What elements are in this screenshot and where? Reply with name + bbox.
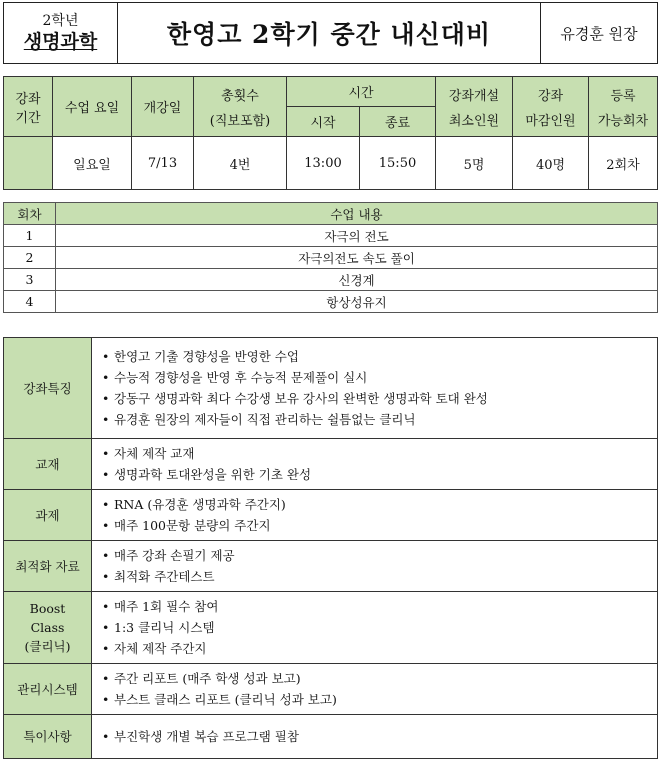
max-enroll-label-2: 마감인원	[525, 113, 576, 129]
value-time-start: 13:00	[287, 137, 360, 190]
header-min-enroll	[436, 77, 513, 137]
sessions-header-no: 회차	[4, 203, 56, 225]
value-start-date: 7/13	[132, 137, 194, 190]
list-item: • 수능적 경향성을 반영 후 수능적 문제풀이 실시	[102, 367, 649, 388]
sessions-header-content: 수업 내용	[56, 203, 658, 225]
feature-content	[92, 715, 658, 759]
list-item: • 부진학생 개별 복습 프로그램 필참	[102, 726, 649, 747]
grade-subject-cell	[4, 3, 118, 64]
header-day: 수업 요일	[53, 77, 132, 137]
session-content: 항상성유지	[56, 291, 658, 313]
list-item: • 부스트 클래스 리포트 (클리닉 성과 보고)	[102, 689, 649, 710]
feature-label: 교재	[4, 439, 92, 490]
list-item: • 자체 제작 주간지	[102, 638, 649, 659]
value-max-enroll: 40명	[513, 137, 589, 190]
session-content: 신경계	[56, 269, 658, 291]
session-no: 4	[4, 291, 56, 313]
list-item: • 강동구 생명과학 최다 수강생 보유 강사의 완벽한 생명과학 토대 완성	[102, 388, 649, 409]
min-enroll-label-2: 최소인원	[448, 113, 500, 129]
feature-label: 관리시스템	[4, 664, 92, 715]
max-enroll-label-1: 강좌	[537, 88, 564, 104]
list-item: • 한영고 기출 경향성을 반영한 수업	[102, 346, 649, 367]
feature-row-management	[4, 664, 658, 715]
table-row	[4, 291, 658, 313]
feature-label: 최적화 자료	[4, 541, 92, 592]
list-item: • 주간 리포트 (매주 학생 성과 보고)	[102, 668, 649, 689]
feature-label: 특이사항	[4, 715, 92, 759]
feature-row-textbook	[4, 439, 658, 490]
header-time-start: 시작	[287, 107, 360, 137]
header-start-date: 개강일	[132, 77, 194, 137]
feature-content	[92, 541, 658, 592]
list-item: • 1:3 클리닉 시스템	[102, 617, 649, 638]
list-item: • 매주 강좌 손필기 제공	[102, 545, 649, 566]
session-no: 1	[4, 225, 56, 247]
feature-content	[92, 338, 658, 439]
feature-row-boost	[4, 592, 658, 664]
page-title: 한영고 2학기 중간 내신대비	[118, 3, 541, 64]
feature-label: Boost Class (클리닉)	[4, 592, 92, 664]
min-enroll-label-1: 강좌개설	[448, 88, 500, 104]
total-sessions-note: (직보포함)	[209, 113, 271, 129]
list-item: • 최적화 주간테스트	[102, 566, 649, 587]
feature-row-course	[4, 338, 658, 439]
grade-label: 2학년	[42, 13, 79, 29]
list-item: • 자체 제작 교재	[102, 443, 649, 464]
reg-label-1: 등록	[610, 88, 636, 104]
feature-row-notes	[4, 715, 658, 759]
header-table	[3, 2, 658, 64]
list-item: • 매주 1회 필수 참여	[102, 596, 649, 617]
value-time-end: 15:50	[360, 137, 436, 190]
table-row	[4, 269, 658, 291]
schedule-section-label: 강좌 기간	[4, 77, 53, 137]
feature-row-materials	[4, 541, 658, 592]
feature-label: 과제	[4, 490, 92, 541]
sessions-table	[3, 202, 658, 313]
header-max-enroll	[513, 77, 589, 137]
header-total-sessions	[194, 77, 287, 137]
session-no: 3	[4, 269, 56, 291]
feature-content	[92, 592, 658, 664]
session-no: 2	[4, 247, 56, 269]
total-sessions-label: 총횟수	[221, 88, 259, 104]
header-registration	[589, 77, 658, 137]
reg-label-2: 가능회차	[597, 113, 649, 129]
value-min-enroll: 5명	[436, 137, 513, 190]
header-time: 시간	[287, 77, 436, 107]
header-time-end: 종료	[360, 107, 436, 137]
teacher-name: 유경훈 원장	[541, 3, 658, 64]
value-day: 일요일	[53, 137, 132, 190]
feature-content	[92, 439, 658, 490]
feature-row-homework	[4, 490, 658, 541]
list-item: • 생명과학 토대완성을 위한 기초 완성	[102, 464, 649, 485]
table-row	[4, 225, 658, 247]
list-item: • RNA (유경훈 생명과학 주간지)	[102, 494, 649, 515]
features-table	[3, 337, 658, 759]
list-item: • 유경훈 원장의 제자들이 직접 관리하는 쉴틈없는 클리닉	[102, 409, 649, 430]
value-registration: 2회차	[589, 137, 658, 190]
feature-label: 강좌특징	[4, 338, 92, 439]
session-content: 자극의 전도	[56, 225, 658, 247]
session-content: 자극의전도 속도 풀이	[56, 247, 658, 269]
list-item: • 매주 100문항 분량의 주간지	[102, 515, 649, 536]
value-total-sessions: 4번	[194, 137, 287, 190]
table-row	[4, 247, 658, 269]
schedule-table	[3, 76, 658, 190]
feature-content	[92, 664, 658, 715]
feature-content	[92, 490, 658, 541]
schedule-section-spacer	[4, 137, 53, 190]
subject-label: 생명과학	[23, 31, 98, 53]
